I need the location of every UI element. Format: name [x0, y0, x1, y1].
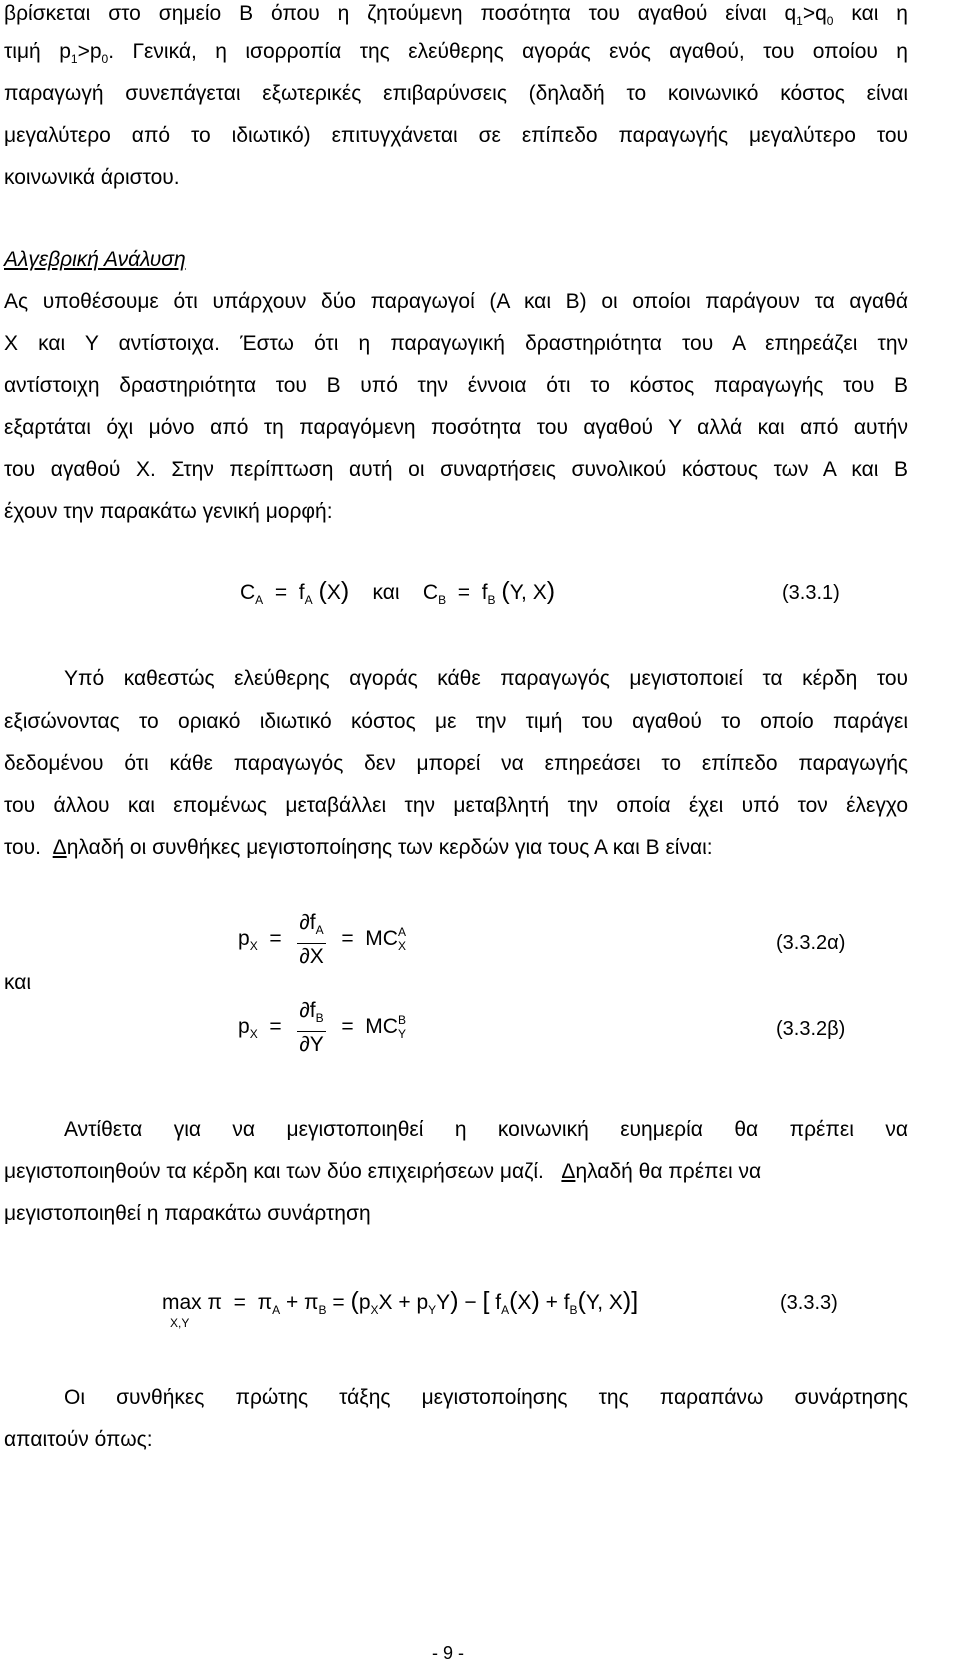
section-heading: Αλγεβρική Ανάλυση — [4, 248, 186, 271]
paragraph-line: Χ και Υ αντίστοιχα. Έστω ότι η παραγωγική δραστηριότητα του Α επηρεάζει την — [4, 332, 908, 355]
paragraph-line: απαιτούν όπως: — [4, 1428, 153, 1451]
equation-3-3-1: $C_A = f_A$ (X) και $C_B = f_B$ (Y, X) — [240, 577, 556, 607]
paragraph-line: έχουν την παρακάτω γενική μορφή: — [4, 500, 333, 523]
equation-number: (3.3.2β) — [776, 1018, 846, 1040]
equation-3-3-2a: $p_X$ = $\frac{\partial f_A}{\partial X}$ = $MC_X^A$ — [238, 911, 406, 968]
paragraph-line: Οι συνθήκες πρώτης τάξης μεγιστοποίησης της παραπάνω συνάρτησης — [64, 1386, 908, 1409]
paragraph-line: βρίσκεται στο σημείο Β όπου η ζητούμενη ποσότητα του αγαθού είναι $q_1>q_0$ και η — [4, 2, 908, 28]
equation-number: (3.3.3) — [780, 1292, 838, 1314]
paragraph-line: μεγαλύτερο από το ιδιωτικό) επιτυγχάνεται σε επίπεδο παραγωγής μεγαλύτερο του — [4, 124, 908, 147]
page-number: - 9 - — [432, 1643, 465, 1663]
paragraph-line: εξισώνοντας το οριακό ιδιωτικό κόστος με την τιμή του αγαθού το οποίο παράγει — [4, 710, 908, 733]
equation-number: (3.3.1) — [782, 582, 840, 604]
paragraph-line: μεγιστοποιηθούν τα κέρδη και των δύο επιχειρήσεων μαζί. Δηλαδή θα πρέπει να — [4, 1160, 762, 1183]
equation-3-3-2b: $p_X$ = $\frac{\partial f_B}{\partial Y}$ = $MC_Y^B$ — [238, 999, 406, 1056]
paragraph-line: αντίστοιχη δραστηριότητα του Β υπό την έννοια ότι το κόστος παραγωγής του Β — [4, 374, 908, 397]
paragraph-line: τιμή $p_1>p_0$. Γενικά, η ισορροπία της ελεύθερης αγοράς ενός αγαθού, του οποίου η — [4, 40, 908, 66]
equation-conjunction: και — [4, 971, 32, 994]
paragraph-line: δεδομένου ότι κάθε παραγωγός δεν μπορεί να επηρεάσει το επίπεδο παραγωγής — [4, 752, 908, 775]
equation-3-3-3: max X,Y $\pi = \pi_A + \pi_B = (p_XX + p_YY)$ − [ $f_A(X) + f_B(Y$, X)] — [162, 1287, 639, 1330]
paragraph-line: εξαρτάται όχι μόνο από τη παραγόμενη ποσότητα του αγαθού Υ αλλά και από αυτήν — [4, 416, 908, 439]
paragraph-line: μεγιστοποιηθεί η παρακάτω συνάρτηση — [4, 1202, 371, 1225]
paragraph-line: του αγαθού Χ. Στην περίπτωση αυτή οι συναρτήσεις συνολικού κόστους των Α και Β — [4, 458, 908, 481]
equation-conjunction: και — [372, 581, 400, 604]
paragraph-line: Υπό καθεστώς ελεύθερης αγοράς κάθε παραγωγός μεγιστοποιεί τα κέρδη του — [64, 667, 908, 690]
paragraph-line: Αντίθετα για να μεγιστοποιηθεί η κοινωνική ευημερία θα πρέπει να — [64, 1118, 908, 1141]
paragraph-line: του. Δηλαδή οι συνθήκες μεγιστοποίησης των κερδών για τους Α και Β είναι: — [4, 836, 713, 859]
paragraph-line: Ας υποθέσουμε ότι υπάρχουν δύο παραγωγοί (Α και Β) οι οποίοι παράγουν τα αγαθά — [4, 290, 908, 313]
paragraph-line: κοινωνικά άριστου. — [4, 166, 180, 189]
paragraph-line: του άλλου και επομένως μεταβάλλει την μεταβλητή την οποία έχει υπό τον έλεγχο — [4, 794, 908, 817]
paragraph-line: παραγωγή συνεπάγεται εξωτερικές επιβαρύνσεις (δηλαδή το κοινωνικό κόστος είναι — [4, 82, 908, 105]
equation-number: (3.3.2α) — [776, 932, 846, 954]
